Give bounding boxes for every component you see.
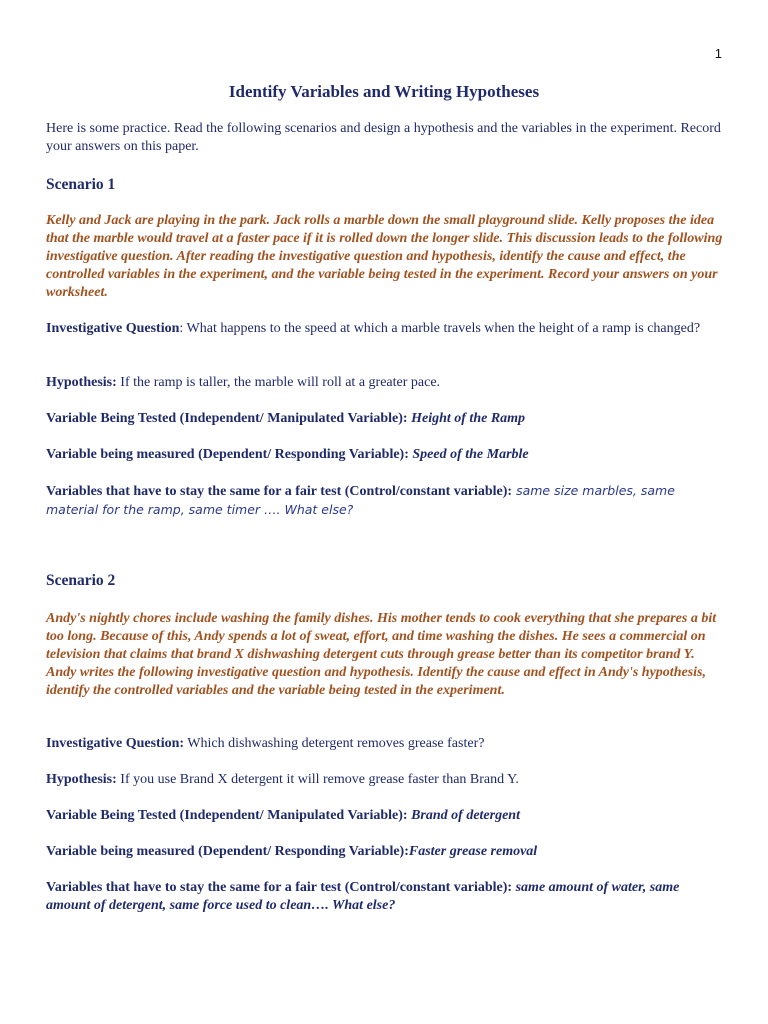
control-label: Variables that have to stay the same for a fair test (Control/constant variable): — [46, 880, 513, 895]
hypothesis-text: If the ramp is taller, the marble will roll at a greater pace. — [116, 375, 441, 390]
scenario-2-text: Andy's nightly chores include washing the family dishes. His mother tends to cook everything that she prepares a bit too long. Because of this, Andy spends a lot of sweat, effort, and time washing the dishes. He sees a commercial on television that claims that brand X dishwashing detergent cuts through grease better than its competitor brand Y. Andy writes the following investigative question and hypothesis. Identify the cause and effect in Andy's hypothesis, identify the controlled variables and the variable being tested in the experiment. — [46, 611, 717, 698]
control-value: same amount of water, same amount of detergent, same force used to clean…. What else? — [46, 880, 680, 913]
control-value: same size marbles, same material for the ramp, same timer …. What else? — [46, 483, 675, 517]
page-title: Identify Variables and Writing Hypotheses — [228, 82, 540, 101]
question-label: Investigative Question — [46, 321, 180, 336]
measured-label: Variable being measured (Dependent/ Responding Variable): — [46, 447, 409, 462]
tested-value: Height of the Ramp — [407, 411, 526, 426]
tested-label: Variable Being Tested (Independent/ Manipulated Variable): — [46, 411, 408, 426]
scenario-2-tested-variable — [46, 807, 726, 825]
tested-value: Brand of detergent — [407, 808, 520, 823]
question-text: Which dishwashing detergent removes grease faster? — [184, 736, 485, 751]
scenario-2-question — [46, 735, 726, 753]
scenario-2-control-variables — [46, 879, 726, 915]
hypothesis-label: Hypothesis: — [46, 375, 117, 390]
scenario-1-hypothesis — [46, 374, 726, 392]
hypothesis-text: If you use Brand X detergent it will remove grease faster than Brand Y. — [116, 772, 519, 787]
scenario-1-text: Kelly and Jack are playing in the park. Jack rolls a marble down the small playground slide. Kelly proposes the idea that the marble would travel at a faster pace if it is rolled down the longer slide. This discussion leads to the following investigative question. After reading the investigative question and hypothesis, identify the cause and effect, the controlled variables in the experiment, and the variable being tested in the experiment. Record your answers on your worksheet. — [46, 213, 723, 300]
tested-label: Variable Being Tested (Independent/ Manipulated Variable): — [46, 808, 408, 823]
scenario-1-question — [46, 320, 726, 338]
scenario-1-control-variables — [46, 482, 726, 520]
measured-value: Speed of the Marble — [408, 447, 529, 462]
scenario-1-measured-variable — [46, 446, 726, 464]
question-text: : What happens to the speed at which a marble travels when the height of a ramp is changed? — [179, 321, 701, 336]
scenario-1-tested-variable — [46, 410, 726, 428]
page-number: 1 — [714, 46, 722, 61]
question-label: Investigative Question: — [46, 736, 185, 751]
hypothesis-label: Hypothesis: — [46, 772, 117, 787]
scenario-2-heading: Scenario 2 — [46, 572, 116, 589]
control-label: Variables that have to stay the same for a fair test (Control/constant variable): — [46, 484, 513, 499]
intro-paragraph: Here is some practice. Read the following scenarios and design a hypothesis and the variables in the experiment. Record your answers on this paper. — [46, 121, 721, 154]
measured-value: Faster grease removal — [408, 844, 538, 859]
measured-label: Variable being measured (Dependent/ Responding Variable): — [46, 844, 409, 859]
scenario-2-measured-variable — [46, 843, 726, 861]
scenario-1-heading: Scenario 1 — [46, 176, 116, 193]
scenario-2-hypothesis — [46, 771, 726, 789]
